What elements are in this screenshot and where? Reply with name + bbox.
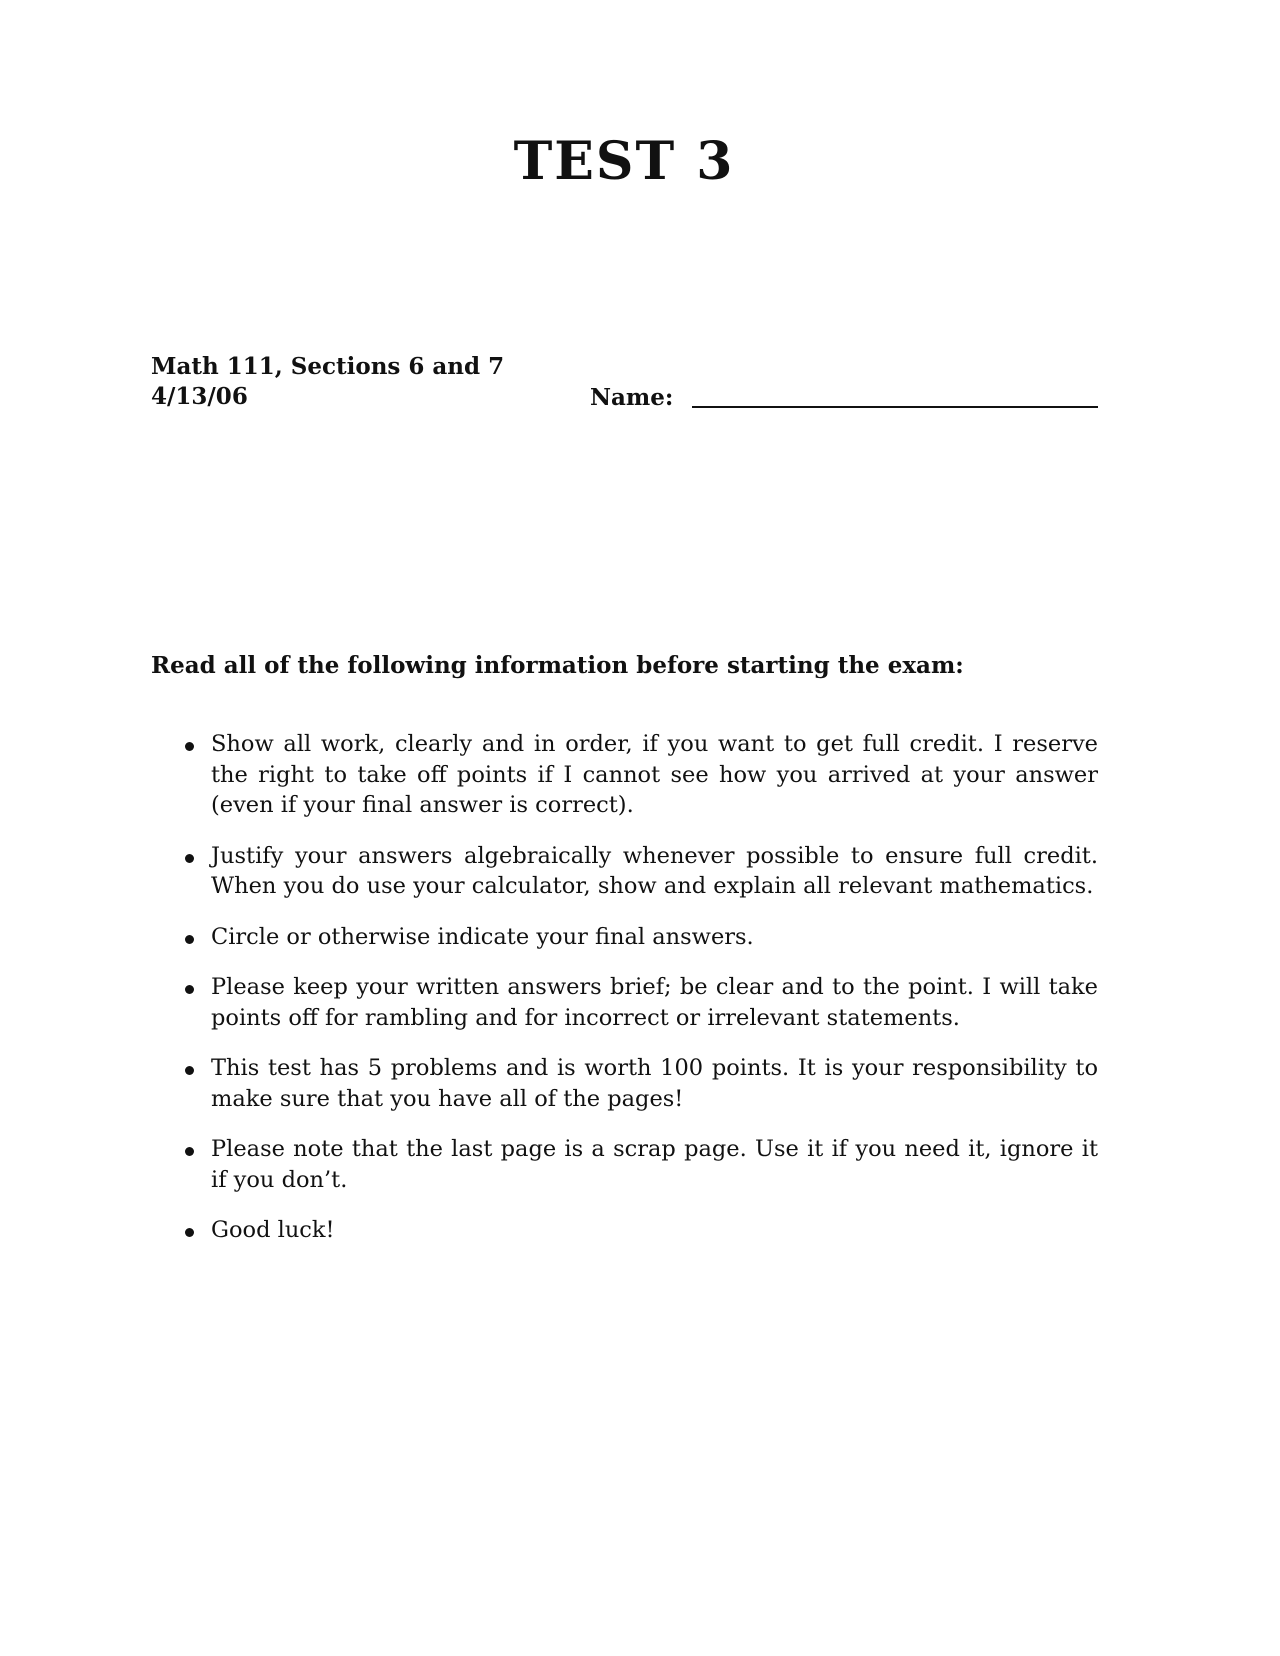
list-item — [151, 1134, 1098, 1195]
instruction-text: Circle or otherwise indicate your final answers. — [211, 923, 754, 950]
instruction-text: Please keep your written answers brief; be clear and to the point. I will take points off for rambling and for incorrect or irrelevant statements. — [211, 974, 1098, 1031]
exam-title: TEST 3 — [513, 131, 735, 192]
bullet-icon — [185, 742, 194, 751]
instruction-text: This test has 5 problems and is worth 100 points. It is your responsibility to make sure that you have all of the pages! — [211, 1055, 1098, 1112]
instruction-text: Good luck! — [211, 1217, 335, 1243]
course-info — [151, 352, 504, 412]
list-item — [151, 729, 1098, 821]
bullet-icon — [185, 1066, 194, 1075]
instructions-heading: Read all of the following information before starting the exam: — [151, 652, 964, 679]
course-sections: Math 111, Sections 6 and 7 — [151, 353, 505, 380]
list-item — [151, 972, 1098, 1033]
instruction-text: Show all work, clearly and in order, if you want to get full credit. I reserve the right to take off points if I cannot see how you arrived at your answer (even if your final answer is correct). — [211, 731, 1098, 818]
bullet-icon — [185, 1147, 194, 1156]
list-item — [151, 1215, 1098, 1246]
list-item — [151, 841, 1098, 902]
bullet-icon — [185, 985, 194, 994]
instructions-list — [151, 729, 1098, 1266]
instruction-text: Justify your answers algebraically whenever possible to ensure full credit. When you do use your calculator, show and explain all relevant mathematics. — [211, 842, 1098, 899]
exam-date: 4/13/06 — [151, 383, 248, 410]
bullet-icon — [185, 935, 194, 944]
bullet-icon — [185, 1228, 194, 1237]
bullet-icon — [185, 854, 194, 863]
instruction-text: Please note that the last page is a scrap page. Use it if you need it, ignore it if you don’t. — [211, 1136, 1098, 1193]
name-blank-line[interactable] — [692, 406, 1098, 408]
list-item — [151, 1053, 1098, 1114]
name-label: Name: — [590, 384, 674, 411]
list-item — [151, 922, 1098, 953]
